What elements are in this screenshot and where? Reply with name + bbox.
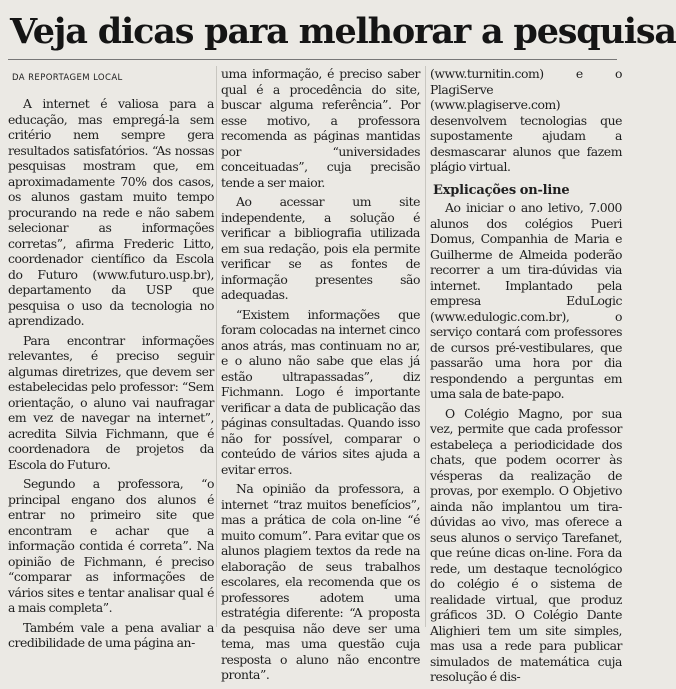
paragraph: Segundo a professora, “o principal engano dos alunos é entrar no primeiro site que encontram e achar que a informação contida é correta”. Na opinião de Fichmann, é preciso “comparar as informações de vários sites e tentar analisar qual é a mais completa”. — [8, 476, 214, 615]
paragraph: Também vale a pena avaliar a credibilidade de uma página an- — [8, 619, 214, 650]
paragraph: Na opinião da professora, a internet “traz muitos benefícios”, mas a prática de cola on-line “é muito comum”. Para evitar que os alunos plagiem textos da rede na elaboração de seus trabalhos escolares, ela recomenda que os professores adotem uma estratégia diferente: “A proposta da pesquisa não deve ser uma tema, mas uma questão cuja resposta o aluno não encontre pronta”. — [221, 481, 420, 682]
paragraph: Para encontrar informações relevantes, é preciso seguir algumas diretrizes, que devem ser estabelecidas pelo professor: “Sem orientação, o aluno vai naufragar em vez de navegar na internet”, acredita Silvia Fichmann, que é coordenadora de projetos da Escola do Futuro. — [8, 332, 214, 472]
column-separator — [216, 66, 217, 627]
article-column-3 — [430, 66, 622, 689]
paragraph: uma informação, é preciso saber qual é a procedência do site, buscar alguma referência”. Por esse motivo, a professora recomenda as páginas mantidas por “universidades conceituadas”, cuja precisão tende a ser maior. — [221, 66, 420, 190]
paragraph: “Existem informações que foram colocadas na internet cinco anos atrás, mas continuam no ar, e o aluno não sabe que elas já estão ultrapassadas”, diz Fichmann. Logo é importante verificar a data de publicação das páginas consultadas. Quando isso não for possível, comparar o conteúdo de vários sites ajuda a evitar erros. — [221, 306, 420, 477]
headline: Veja dicas para melhorar a pesquisa — [10, 11, 676, 52]
paragraph: O Colégio Magno, por sua vez, permite que cada professor estabeleça a periodicidade dos chats, que podem ocorrer às vésperas da realização de provas, por exemplo. O Objetivo ainda não implantou um tira-dúvidas ao vivo, mas oferece a seus alunos o serviço Tarefanet, que reúne dicas on-line. Fora da rede, um destaque tecnológico do colégio é o sistema de realidade virtual, que produz gráficos 3D. O Colégio Dante Alighieri tem um site simples, mas usa a rede para publicar simulados de matemática cuja resolução é dis- — [430, 405, 622, 684]
paragraph: (www.turnitin.com) e o PlagiServe (www.plagiserve.com) desenvolvem tecnologias que supostamente ajudam a desmascarar alunos que fazem plágio virtual. — [430, 66, 622, 174]
paragraph: Ao acessar um site independente, a solução é verificar a bibliografia utilizada em sua redação, pois ela permite verificar se as fontes de informação presentes são adequadas. — [221, 194, 420, 302]
article-column-1 — [8, 96, 214, 655]
byline-kicker: DA REPORTAGEM LOCAL — [12, 73, 123, 83]
paragraph: A internet é valiosa para a educação, mas empregá-la sem critério nem sempre gera resultados satisfatórios. “As nossas pesquisas mostram que, em aproximadamente 70% dos casos, os alunos gastam muito tempo procurando na rede e não sabem selecionar as informações corretas”, afirma Frederic Litto, coordenador científico da Escola do Futuro (www.futuro.usp.br), departamento da USP que pesquisa o uso da tecnologia no aprendizado. — [8, 96, 214, 328]
paragraph: Ao iniciar o ano letivo, 7.000 alunos dos colégios Pueri Domus, Companhia de Maria e Guilherme de Almeida poderão recorrer a um tira-dúvidas via internet. Implantado pela empresa EduLogic (www.edulogic.com.br), o serviço contará com professores de cursos pré-vestibulares, que passarão uma hora por dia respondendo a perguntas em uma sala de bate-papo. — [430, 200, 622, 401]
article-column-2 — [221, 66, 420, 687]
column-separator — [425, 66, 426, 627]
headline-rule — [8, 59, 617, 60]
section-subhead: Explicações on-line — [433, 182, 570, 198]
